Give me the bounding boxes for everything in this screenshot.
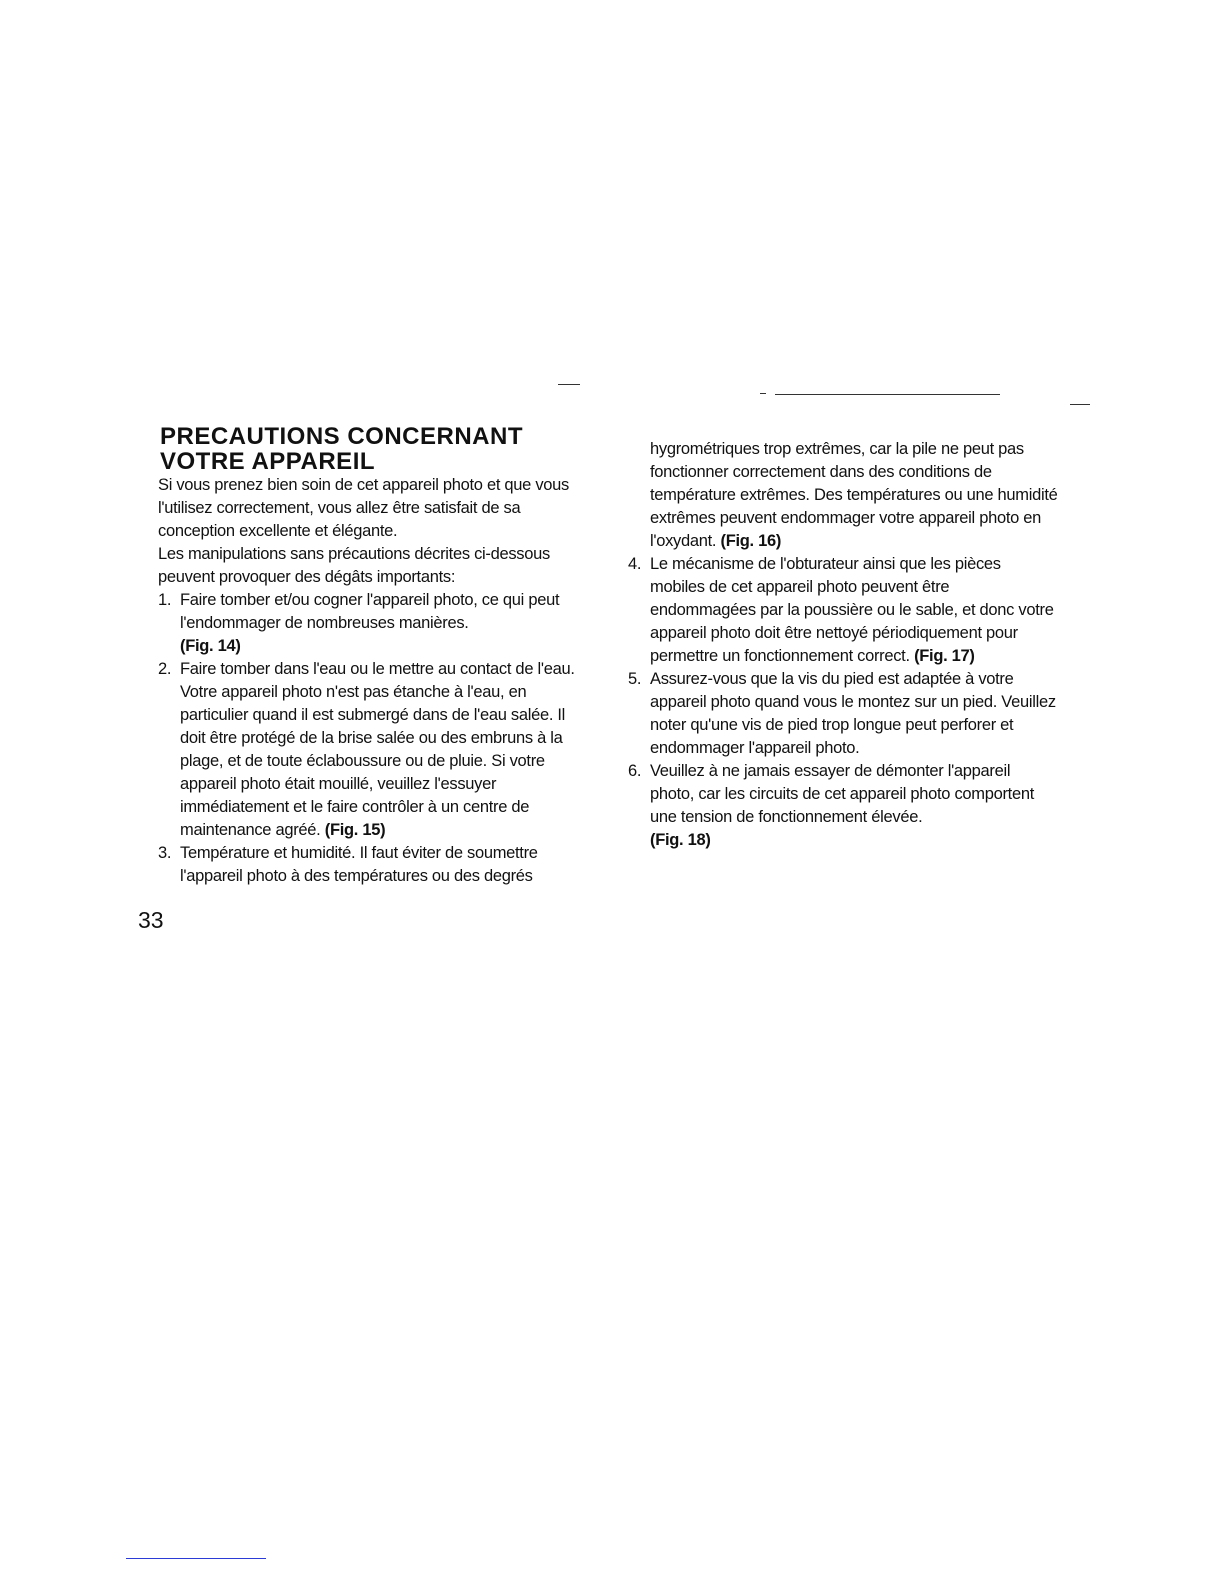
list-item-text: Assurez-vous que la vis du pied est adaptée à votre appareil photo quand vous le montez sur un pied. Veuillez noter qu'une vis de pied trop longue peut perforer et endommager l'appareil photo.	[650, 670, 1056, 757]
list-item-text: Le mécanisme de l'obturateur ainsi que les pièces mobiles de cet appareil photo peuvent être endommagées par la poussière ou le sable, et donc votre appareil photo doit être nettoyé périodiquement pour permettre un fonctionnement correct.	[650, 555, 1054, 665]
left-column	[158, 474, 578, 888]
page-title	[160, 424, 580, 474]
list-item	[158, 658, 578, 842]
figure-reference: (Fig. 14)	[180, 637, 241, 655]
separator-line	[760, 393, 766, 394]
list-item-number: 2.	[158, 660, 172, 678]
page-title-line-2: VOTRE APPAREIL	[160, 448, 376, 475]
list-item-continuation	[628, 438, 1058, 553]
list-item-number: 1.	[158, 591, 172, 609]
list-item	[158, 589, 578, 658]
separator-line	[1070, 404, 1090, 405]
figure-reference: (Fig. 17)	[914, 647, 975, 665]
list-item-text: Veuillez à ne jamais essayer de démonter l'appareil photo, car les circuits de cet appareil photo comportent une tension de fonctionnement élevée.	[650, 762, 1035, 826]
list-item-number: 5.	[628, 670, 642, 688]
list-item-text: Faire tomber et/ou cogner l'appareil photo, ce qui peut l'endommager de nombreuses manières.	[180, 591, 560, 632]
intro-paragraph: Si vous prenez bien soin de cet appareil photo et que vous l'utilisez correctement, vous allez être satisfait de sa conception excellente et élégante.	[158, 476, 569, 540]
list-item-number: 3.	[158, 844, 172, 862]
figure-reference: (Fig. 18)	[650, 831, 711, 849]
separator-line	[775, 394, 1000, 395]
page-title-line-1: PRECAUTIONS CONCERNANT	[160, 423, 524, 450]
list-item-number: 6.	[628, 762, 642, 780]
intro-paragraph: Les manipulations sans précautions décrites ci-dessous peuvent provoquer des dégâts importants:	[158, 545, 550, 586]
list-item-text: Faire tomber dans l'eau ou le mettre au contact de l'eau. Votre appareil photo n'est pas étanche à l'eau, en particulier quand il est submergé dans de l'eau salée. Il doit être protégé de la brise salée ou des embruns à la plage, et de toute éclaboussure ou de pluie. Si votre appareil photo était mouillé, veuillez l'essuyer immédiatement et le faire contrôler à un centre de maintenance agréé.	[180, 660, 575, 839]
list-item-text: Température et humidité. Il faut éviter de soumettre l'appareil photo à des températures ou des degrés	[180, 844, 538, 885]
right-column	[628, 438, 1058, 852]
separator-line	[558, 384, 580, 385]
list-item-text: hygrométriques trop extrêmes, car la pile ne peut pas fonctionner correctement dans des conditions de température extrêmes. Des températures ou une humidité extrêmes peuvent endommager votre appareil photo en l'oxydant.	[650, 440, 1058, 550]
figure-reference: (Fig. 16)	[720, 532, 782, 550]
list-item-number: 4.	[628, 555, 642, 573]
page-number: 33	[138, 907, 164, 933]
list-item	[158, 842, 578, 888]
figure-reference: (Fig. 15)	[324, 821, 386, 839]
list-item	[628, 760, 1058, 852]
separator-line	[126, 1558, 266, 1559]
list-item	[628, 668, 1058, 760]
list-item	[628, 553, 1058, 668]
